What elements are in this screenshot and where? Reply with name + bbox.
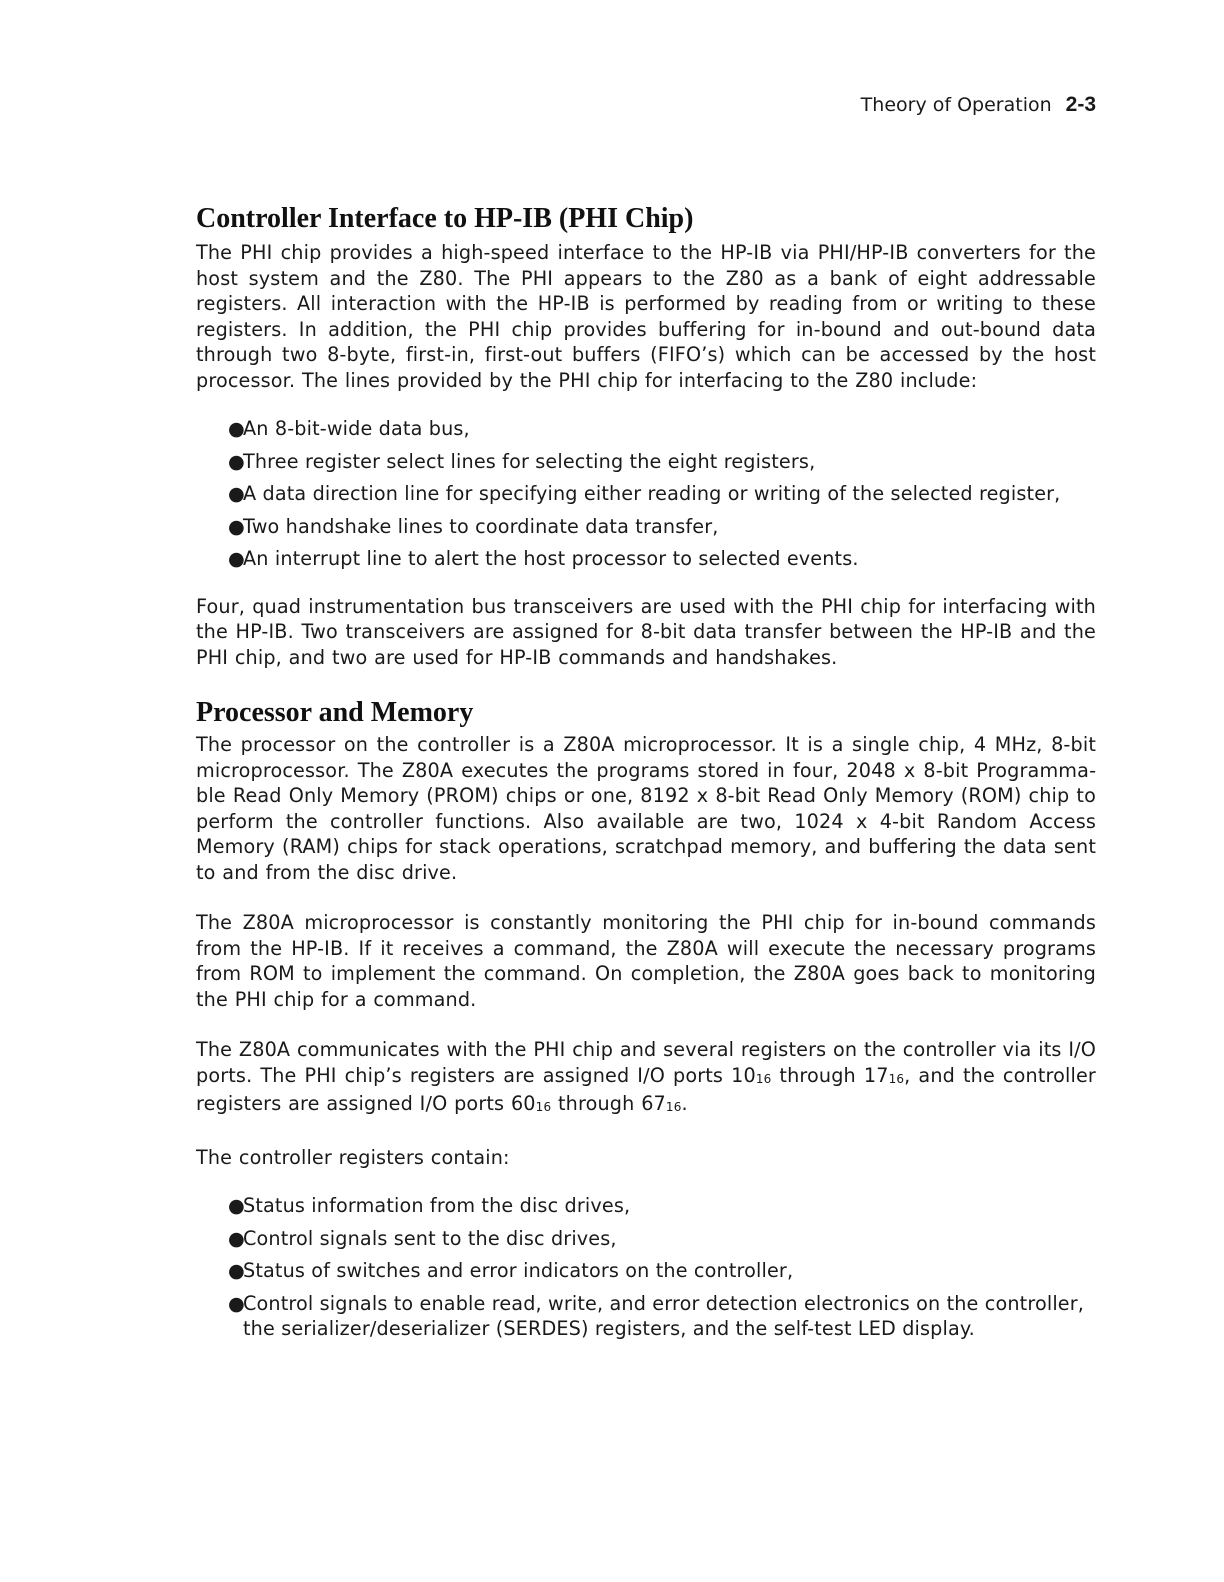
list-item: ● Control signals to enable read, write, and error detection electronics on the controller, the serializer∕deserializer (SERDES) registers, and the self-test LED display. [228,1291,1085,1340]
monitoring-paragraph: The Z80A microprocessor is constantly monitoring the PHI chip for in-bound commands from the HP-IB. If it receives a command, the Z80A will execute the necessary programs from ROM to implement the command. On completion, the Z80A goes back to monitoring the PHI chip for a command. [196,911,1096,1011]
bullet-icon: ● [228,547,245,570]
transceiver-paragraph: Four, quad instrumentation bus transceivers are used with the PHI chip for interfacing with the HP-IB. Two transceivers are assigned for 8-bit data transfer between the HP-IB and the PHI chip, and two are used for HP-IB commands and handshakes. [196,594,1096,669]
processor-paragraph: The processor on the controller is a Z80A microprocessor. It is a single chip, 4 MHz, 8-bit microprocessor. The Z80A executes the programs stored in four, 2048 x 8-bit Programmable Read Only Memory (PROM) chips or one, 8192 x 8-bit Read Only Memory (ROM) chip to perform the controller functions. Also available are two, 1024 x 4-bit Random Access Memory (RAM) chips for stack operations, scratchpad memory, and buffering the data sent to and from the disc drive. [196,733,1096,884]
section-phi-chip [196,202,1096,670]
bullet-icon: ● [228,417,245,440]
section-processor-memory [196,696,1096,1342]
list-item: ● An interrupt line to alert the host processor to selected events. [228,547,859,570]
section-heading: Processor and Memory [196,697,474,728]
phi-lines-list [196,416,1096,572]
list-item: ● Three register select lines for selecting the eight registers, [228,449,816,473]
document-page [196,0,1096,1582]
list-item: ● Status of switches and error indicators on the controller, [228,1259,794,1282]
bullet-icon: ● [228,1259,245,1282]
header-title: Theory of Operation [860,94,1052,116]
bullet-icon: ● [228,1226,245,1250]
bullet-icon: ● [228,1194,245,1217]
controller-registers-list [196,1193,1096,1342]
bullet-icon: ● [228,514,245,538]
list-item: ● Control signals sent to the disc drives, [228,1226,617,1250]
running-header [861,91,1096,119]
io-ports-paragraph: The Z80A communicates with the PHI chip and several registers on the controller via its I∕O ports. The PHI chip’s registers are assigned I∕O ports $10_{16}$ through $17_{16}$, and the controller registers are assigned I∕O ports $60_{16}$ through $67_{16}$. [196,1038,1096,1115]
list-item: ● Status information from the disc drives, [228,1194,631,1217]
registers-intro: The controller registers contain: [196,1145,510,1169]
intro-paragraph: The PHI chip provides a high-speed interface to the HP-IB via PHI∕HP-IB converters for the host system and the Z80. The PHI appears to the Z80 as a bank of eight addressable registers. All interaction with the HP-IB is performed by reading from or writing to these registers. In addition, the PHI chip provides buffering for in-bound and out-bound data through two 8-byte, first-in, first-out buffers (FIFO’s) which can be accessed by the host processor. The lines provided by the PHI chip for interfacing to the Z80 include: [196,241,1096,392]
page-number: 2-3 [1065,93,1096,116]
bullet-icon: ● [228,1291,245,1315]
list-item: ● An 8-bit-wide data bus, [228,417,470,440]
list-item: ● Two handshake lines to coordinate data transfer, [228,514,719,538]
bullet-icon: ● [228,449,245,473]
bullet-icon: ● [228,482,245,505]
section-heading: Controller Interface to HP-IB (PHI Chip) [196,203,694,234]
list-item: ● A data direction line for specifying either reading or writing of the selected register, [228,482,1061,505]
